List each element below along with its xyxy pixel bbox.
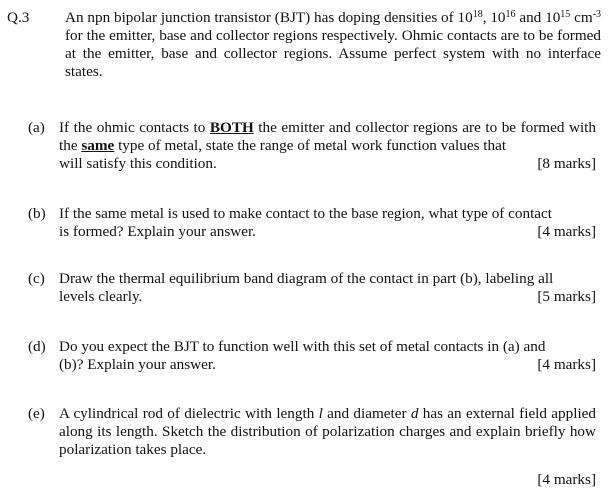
part-body (59, 119, 596, 173)
part-e (28, 405, 596, 489)
marks-label: [4 marks] (537, 471, 596, 488)
part-label: (a) (28, 119, 45, 136)
question-intro (65, 9, 601, 81)
marks-label: [4 marks] (537, 223, 596, 240)
part-text: has an external field applied along its length. Sketch the distribution of polarization charges and explain briefly how polarization takes place. (59, 405, 597, 458)
part-d (28, 338, 596, 374)
part-text: is formed? Explain your answer. (59, 223, 256, 240)
part-body (59, 270, 596, 306)
part-label: (c) (28, 270, 45, 287)
part-text: the emitter and collector regions are to be formed with the (59, 119, 596, 154)
marks-line (59, 471, 596, 489)
marks-line (59, 356, 596, 374)
variable-d: d (410, 405, 419, 422)
emphasis-text: same (81, 137, 115, 154)
intro-text: and 10 (515, 9, 561, 26)
marks-label: [4 marks] (537, 356, 596, 373)
superscript: 15 (560, 9, 571, 20)
emphasis-text: BOTH (209, 119, 254, 136)
intro-text: for the emitter, base and collector regions respectively. Ohmic contacts are to be formed at the emitter, base and collector regions. Assume perfect system with no interface states. (65, 27, 601, 80)
marks-line (59, 155, 596, 173)
part-text: and diameter (322, 405, 411, 422)
superscript: 16 (505, 9, 516, 20)
part-label: (d) (28, 338, 46, 355)
part-text: A cylindrical rod of dielectric with length (59, 405, 319, 422)
part-text-block (59, 405, 596, 459)
superscript: 18 (472, 9, 483, 20)
intro-text: An npn bipolar junction transistor (BJT) has doping densities of 10 (65, 9, 473, 26)
part-text: type of metal, state the range of metal work function values that (114, 137, 507, 154)
marks-label: [5 marks] (537, 288, 596, 305)
marks-line (59, 288, 596, 306)
part-b (28, 205, 596, 241)
part-text: (b)? Explain your answer. (59, 356, 216, 373)
part-a (28, 119, 596, 173)
part-text: Draw the thermal equilibrium band diagram of the contact in part (b), labeling all (59, 270, 554, 287)
part-body (59, 338, 596, 374)
intro-text: cm (570, 9, 593, 26)
part-label: (b) (28, 205, 46, 222)
part-body (59, 405, 596, 489)
part-text: Do you expect the BJT to function well with this set of metal contacts in (a) and (59, 338, 546, 355)
question-number: Q.3 (7, 9, 30, 26)
superscript: -3 (592, 9, 602, 20)
part-body (59, 205, 596, 241)
variable-l: l (318, 405, 323, 422)
part-label: (e) (28, 405, 45, 422)
intro-text: , 10 (482, 9, 506, 26)
marks-line (59, 223, 596, 241)
part-text: If the ohmic contacts to (59, 119, 210, 136)
part-text: If the same metal is used to make contact to the base region, what type of contact (59, 205, 553, 222)
part-c (28, 270, 596, 306)
part-text: levels clearly. (59, 288, 143, 305)
part-text: will satisfy this condition. (59, 155, 217, 172)
marks-label: [8 marks] (537, 155, 596, 172)
